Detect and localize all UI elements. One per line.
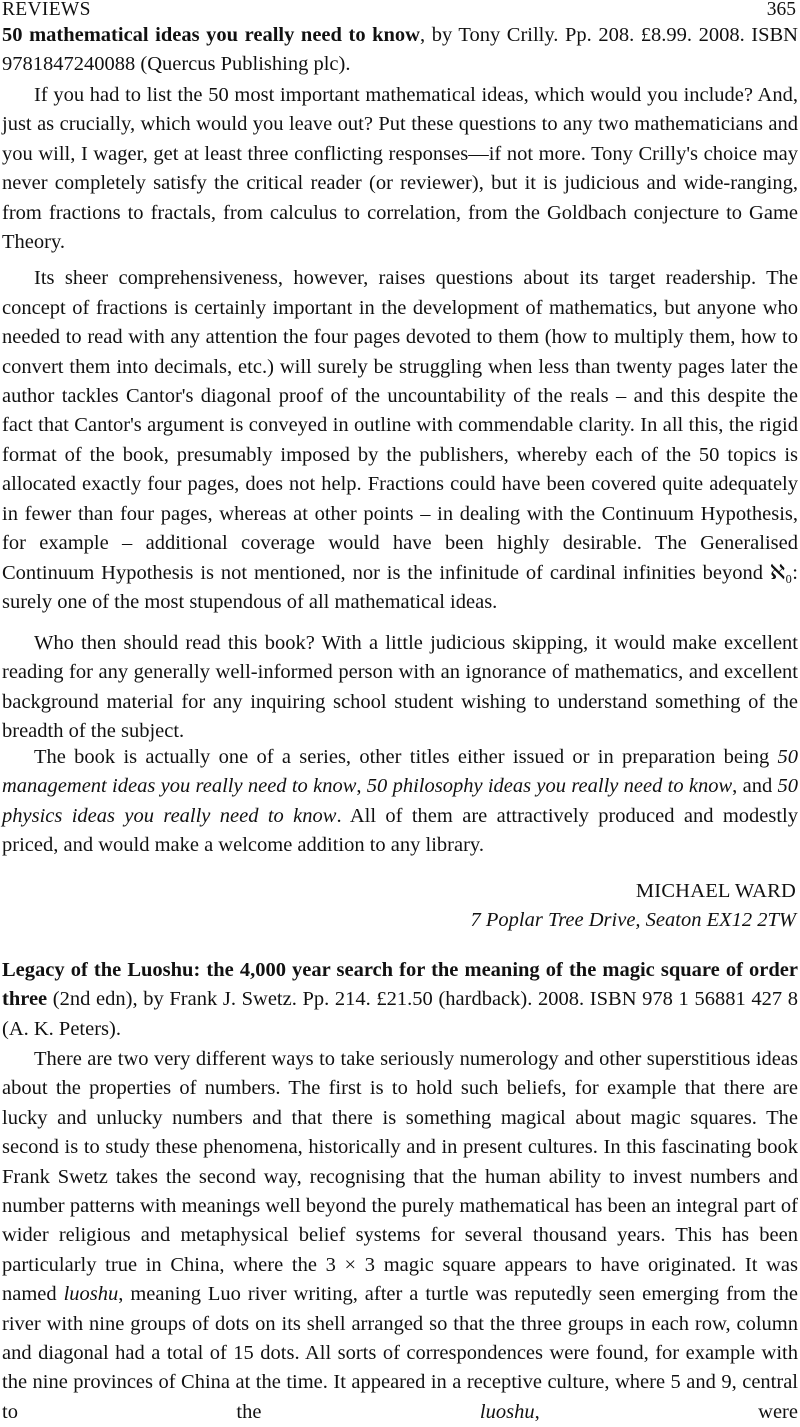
review1-body-cont — [2, 629, 798, 747]
review1-citation: , by Tony Crilly. Pp. 208. £8.99. 2008. ISBN 9781847240088 (Quercus Publishing plc). — [2, 24, 798, 76]
review1-paragraph: If you had to list the 50 most important mathematical ideas, which would you include? And, just as crucially, which would you leave out? Put these questions to any two mathematicians and you will, I wager, get at least three conflicting responses—if not more. Tony Crilly's choice may never completely satisfy the critical reader (or reviewer), but it is judicious and wide-ranging, from fractions to fractals, from calculus to correlation, from the Goldbach conjecture to Game Theory. — [2, 84, 798, 254]
review1-book-title: 50 mathematical ideas you really need to know — [2, 24, 420, 46]
review1-body — [2, 81, 798, 617]
review2-book-title: Legacy of the Luoshu: the 4,000 year search for the meaning of the magic square of order three — [2, 959, 798, 1011]
reviewer-address: 7 Poplar Tree Drive, Seaton EX12 2TW — [470, 909, 796, 932]
series-title: 50 management ideas you really need to know — [2, 746, 798, 798]
reviewer-name: MICHAEL WARD — [635, 880, 796, 902]
review2-citation: (2nd edn), by Frank J. Swetz. Pp. 214. £21.50 (hardback). 2008. ISBN 978 1 56881 427 8 (A. K. Peters). — [2, 988, 798, 1040]
review2-heading — [2, 956, 798, 1044]
luoshu-term: luoshu — [479, 1400, 535, 1423]
section-title: REVIEWS — [2, 0, 91, 20]
series-title: 50 philosophy ideas you really need to know — [366, 775, 733, 798]
page-number: 365 — [766, 0, 796, 20]
luoshu-term: luoshu — [63, 1283, 119, 1306]
review2-paragraph: There are two very different ways to take seriously numerology and other superstitious ideas about the properties of numbers. The first is to hold such beliefs, for example that there are lucky and unlucky numbers and that there is something magical about magic squares. The second is to study these phenomena, historically and in present cultures. In this fascinating book Frank Swetz takes the second way, recognising that the human ability to invest numbers and number patterns with meanings well beyond the purely mathematical has been an integral part of wider religious and metaphysical belief systems for several thousand years. This has been particularly true in China, where the 3 × 3 magic square appears to have originated. It was named luoshu, meaning Luo river writing, after a turtle was reputedly seen emerging from the river with nine groups of dots on its shell arranged so that the three groups in each row, column and diagonal had a total of 15 dots. All sorts of correspondences were found, for example with the nine provinces of China at the time. It appeared in a receptive culture, where 5 and 9, central to the luoshu, were — [2, 1048, 798, 1423]
review1-paragraph: Its sheer comprehensiveness, however, raises questions about its target readership. The concept of fractions is certainly important in the development of mathematics, but anyone who needed to read with any attention the four pages devoted to them (how to multiply them, how to convert them into decimals, etc.) will surely be struggling when less than twenty pages later the author tackles Cantor's diagonal proof of the uncountability of the reals – and this despite the fact that Cantor's argument is conveyed in outline with commendable clarity. In all this, the rigid format of the book, presumably imposed by the publishers, whereby each of the 50 topics is allocated exactly four pages, does not help. Fractions could have been covered quite adequately in fewer than four pages, whereas at other points – in dealing with the Continuum Hypothesis, for example – additional coverage would have been highly desirable. The Generalised Continuum Hypothesis is not mentioned, nor is the infinitude of cardinal infinities beyond ℵ₀: surely one of the most stupendous of all mathematical ideas. — [2, 267, 798, 613]
review1-series-paragraph — [2, 743, 798, 861]
series-title: 50 physics ideas you really need to know — [2, 775, 798, 827]
review1-signature — [2, 877, 798, 936]
review1-paragraph: The book is actually one of a series, other titles either issued or in preparation being 50 management ideas you really need to know, 50 philosophy ideas you really need to know, and 50 physics ideas you really need to know. All of them are attractively produced and modestly priced, and would make a welcome addition to any library. — [2, 746, 798, 857]
review2-body — [2, 1045, 798, 1427]
review1-paragraph: Who then should read this book? With a little judicious skipping, it would make excellent reading for any generally well-informed person with an ignorance of mathematics, and excellent background material for any inquiring school student wishing to understand something of the breadth of the subject. — [2, 632, 798, 743]
review1-heading — [2, 21, 798, 80]
